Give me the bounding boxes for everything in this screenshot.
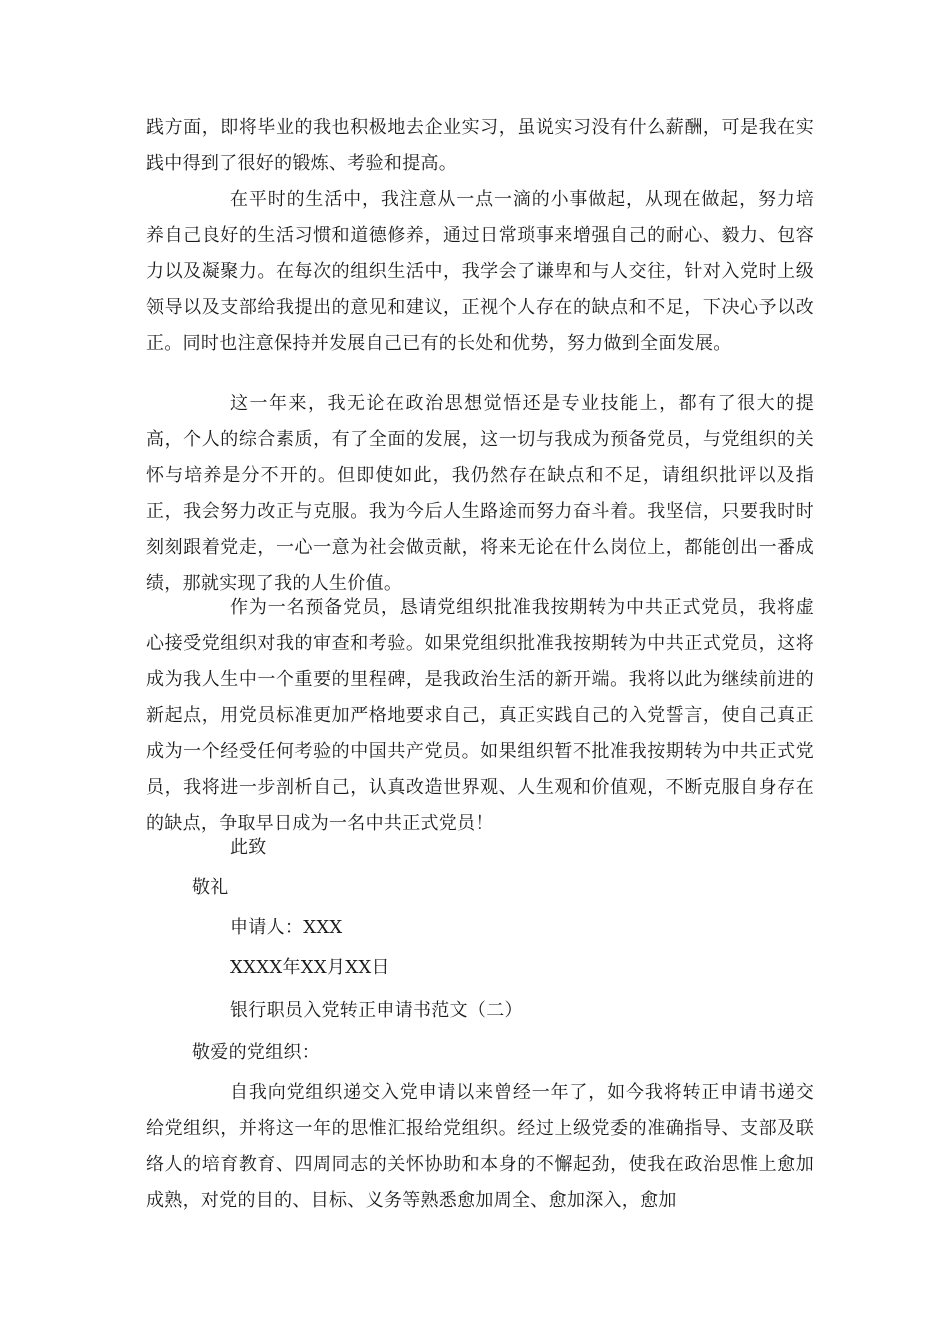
- section-title: 银行职员入党转正申请书范文（二）: [230, 1000, 523, 1021]
- date-line: XXXX年XX月XX日: [230, 957, 390, 978]
- closing-line-1: 此致: [230, 837, 267, 858]
- applicant-line: 申请人：XXX: [230, 917, 343, 938]
- paragraph-practice: 践方面，即将毕业的我也积极地去企业实习，虽说实习没有什么薪酬，可是我在实践中得到了很好的锻炼、考验和提高。: [146, 117, 814, 174]
- closing-line-2: 敬礼: [192, 877, 229, 898]
- paragraph-year-review: 这一年来，我无论在政治思想觉悟还是专业技能上，都有了很大的提高，个人的综合素质，有了全面的发展，这一切与我成为预备党员，与党组织的关怀与培养是分不开的。但即使如此，我仍然存在缺点和不足，请组织批评以及指正，我会努力改正与克服。我为今后人生路途而努力奋斗着。我坚信，只要我时时刻刻跟着党走，一心一意为社会做贡献，将来无论在什么岗位上，都能创出一番成绩，那就实现了我的人生价值。: [146, 393, 814, 594]
- paragraph-intro-second: 自我向党组织递交入党申请以来曾经一年了，如今我将转正申请书递交给党组织，并将这一年的思惟汇报给党组织。经过上级党委的准确指导、支部及联络人的培育教育、四周同志的关怀协助和本身的不懈起劲，使我在政治思惟上愈加成熟，对党的目的、目标、义务等熟悉愈加周全、愈加深入，愈加: [146, 1082, 814, 1211]
- paragraph-daily-life: 在平时的生活中，我注意从一点一滴的小事做起，从现在做起，努力培养自己良好的生活习惯和道德修养，通过日常琐事来增强自己的耐心、毅力、包容力以及凝聚力。在每次的组织生活中，我学会了谦卑和与人交往，针对入党时上级领导以及支部给我提出的意见和建议，正视个人存在的缺点和不足，下决心予以改正。同时也注意保持并发展自己已有的长处和优势，努力做到全面发展。: [146, 189, 814, 354]
- paragraph-request: 作为一名预备党员，恳请党组织批准我按期转为中共正式党员，我将虚心接受党组织对我的审查和考验。如果党组织批准我按期转为中共正式党员，这将成为我人生中一个重要的里程碑，是我政治生活的新开端。我将以此为继续前进的新起点，用党员标准更加严格地要求自己，真正实践自己的入党誓言，使自己真正成为一个经受任何考验的中国共产党员。如果组织暂不批准我按期转为中共正式党员，我将进一步剖析自己，认真改造世界观、人生观和价值观，不断克服自身存在的缺点，争取早日成为一名中共正式党员！: [146, 597, 814, 834]
- salutation-line: 敬爱的党组织：: [192, 1042, 321, 1063]
